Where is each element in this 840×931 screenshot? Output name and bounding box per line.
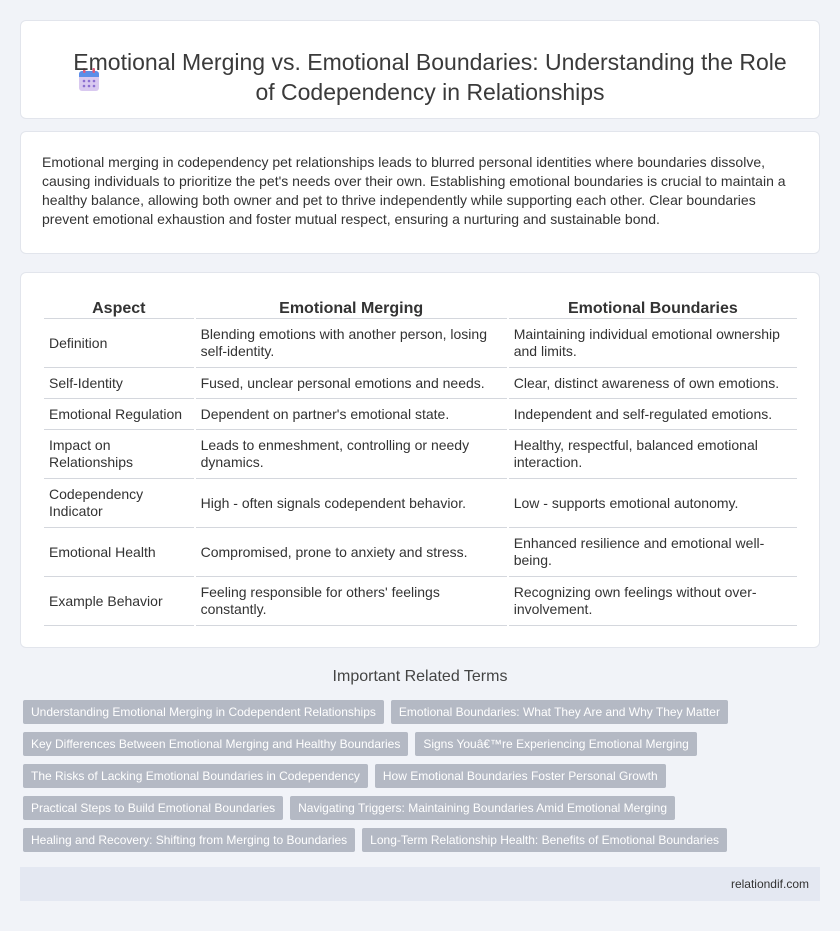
intro-card bbox=[20, 131, 820, 254]
related-terms-title: Important Related Terms bbox=[332, 668, 508, 685]
row-merging: Compromised, prone to anxiety and stress. bbox=[196, 528, 507, 577]
row-aspect: Emotional Regulation bbox=[44, 399, 194, 430]
comparison-table-card bbox=[20, 272, 820, 648]
row-boundaries: Clear, distinct awareness of own emotions. bbox=[509, 368, 797, 399]
row-merging: Dependent on partner's emotional state. bbox=[196, 399, 507, 430]
related-term-link[interactable]: Healing and Recovery: Shifting from Merging to Boundaries bbox=[23, 828, 355, 852]
related-term-link[interactable]: Navigating Triggers: Maintaining Boundaries Amid Emotional Merging bbox=[290, 796, 675, 820]
related-term-link[interactable]: Understanding Emotional Merging in Codependent Relationships bbox=[23, 700, 384, 724]
row-boundaries: Healthy, respectful, balanced emotional interaction. bbox=[509, 430, 797, 479]
related-term-link[interactable]: How Emotional Boundaries Foster Personal Growth bbox=[375, 764, 666, 788]
row-aspect: Definition bbox=[44, 319, 194, 368]
row-merging: Blending emotions with another person, losing self-identity. bbox=[196, 319, 507, 368]
row-aspect: Emotional Health bbox=[44, 528, 194, 577]
title-card bbox=[20, 20, 820, 119]
related-term-link[interactable]: Emotional Boundaries: What They Are and Why They Matter bbox=[391, 700, 728, 724]
row-boundaries: Maintaining individual emotional ownership and limits. bbox=[509, 319, 797, 368]
row-aspect: Self-Identity bbox=[44, 368, 194, 399]
row-aspect: Example Behavior bbox=[44, 577, 194, 626]
table-row bbox=[44, 430, 797, 479]
footer bbox=[20, 867, 820, 901]
related-term-link[interactable]: Signs Youâ€™re Experiencing Emotional Merging bbox=[415, 732, 697, 756]
intro-text: Emotional merging in codependency pet relationships leads to blurred personal identities where boundaries dissolve, causing individuals to prioritize the pet's needs over their own. Establishing emotional boundaries is crucial to maintain a healthy balance, allowing both owner and pet to thrive independently while supporting each other. Clear boundaries prevent emotional exhaustion and foster mutual respect, ensuring a nurturing and sustainable bond. bbox=[42, 154, 786, 227]
footer-site[interactable]: relationdif.com bbox=[730, 877, 809, 891]
page-title: Emotional Merging vs. Emotional Boundaries: Understanding the Role of Codependency in Relationships bbox=[73, 49, 787, 105]
row-boundaries: Recognizing own feelings without over-involvement. bbox=[509, 577, 797, 626]
row-merging: Leads to enmeshment, controlling or needy dynamics. bbox=[196, 430, 507, 479]
comparison-table bbox=[42, 294, 799, 626]
table-row bbox=[44, 528, 797, 577]
related-term-link[interactable]: Long-Term Relationship Health: Benefits of Emotional Boundaries bbox=[362, 828, 727, 852]
row-aspect: Codependency Indicator bbox=[44, 479, 194, 528]
table-header-row bbox=[44, 294, 797, 319]
header-emotional-boundaries: Emotional Boundaries bbox=[509, 294, 797, 319]
row-aspect: Impact on Relationships bbox=[44, 430, 194, 479]
related-term-link[interactable]: Practical Steps to Build Emotional Boundaries bbox=[23, 796, 283, 820]
related-terms-list bbox=[23, 700, 823, 860]
table-row bbox=[44, 399, 797, 430]
related-term-link[interactable]: Key Differences Between Emotional Merging and Healthy Boundaries bbox=[23, 732, 408, 756]
row-merging: Feeling responsible for others' feelings constantly. bbox=[196, 577, 507, 626]
table-row bbox=[44, 368, 797, 399]
table-row bbox=[44, 577, 797, 626]
header-emotional-merging: Emotional Merging bbox=[196, 294, 507, 319]
row-boundaries: Independent and self-regulated emotions. bbox=[509, 399, 797, 430]
row-merging: Fused, unclear personal emotions and needs. bbox=[196, 368, 507, 399]
header-aspect: Aspect bbox=[44, 294, 194, 319]
related-term-link[interactable]: The Risks of Lacking Emotional Boundaries in Codependency bbox=[23, 764, 368, 788]
table-row bbox=[44, 479, 797, 528]
row-boundaries: Enhanced resilience and emotional well-being. bbox=[509, 528, 797, 577]
row-merging: High - often signals codependent behavior. bbox=[196, 479, 507, 528]
row-boundaries: Low - supports emotional autonomy. bbox=[509, 479, 797, 528]
table-row bbox=[44, 319, 797, 368]
